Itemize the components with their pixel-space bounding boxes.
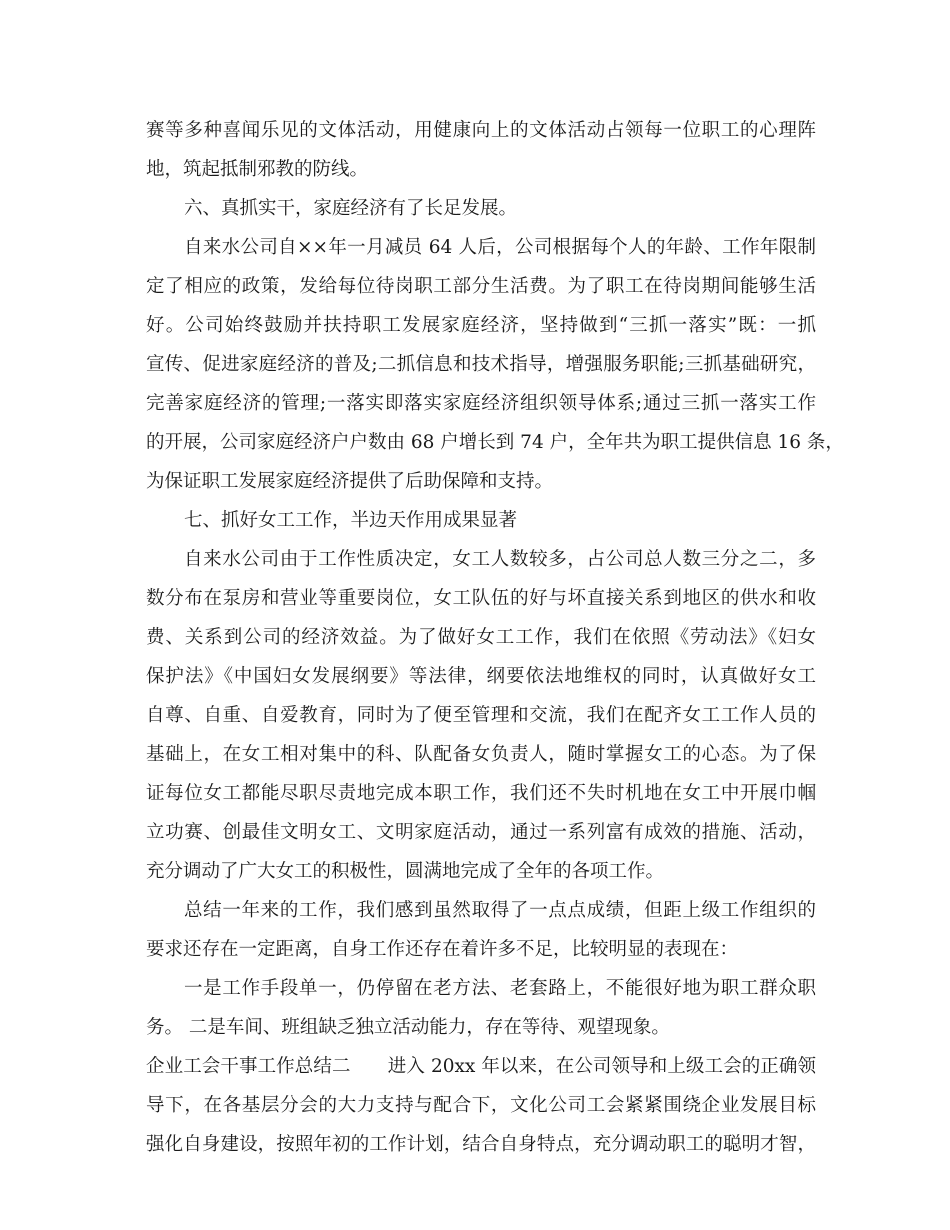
- text-line: 宣传、促进家庭经济的普及;二抓信息和技术指导，增强服务职能;三抓基础研究，: [146, 354, 816, 375]
- text-line: 要求还存在一定距离，自身工作还存在着许多不足，比较明显的表现在：: [146, 939, 739, 960]
- text-line: 企业工会干事工作总结二 进入 20xx 年以来，在公司领导和上级工会的正确领: [146, 1056, 816, 1077]
- text-line: 导下，在各基层分会的大力支持与配合下，文化公司工会紧紧围绕企业发展目标: [146, 1095, 816, 1116]
- text-line: 立功赛、创最佳文明女工、文明家庭活动，通过一系列富有成效的措施、活动，: [146, 822, 816, 843]
- text-line: 基础上，在女工相对集中的科、队配备女负责人，随时掌握女工的心态。为了保: [146, 744, 816, 765]
- text-line: 一是工作手段单一，仍停留在老方法、老套路上，不能很好地为职工群众职: [184, 978, 816, 999]
- text-line: 赛等多种喜闻乐见的文体活动，用健康向上的文体活动占领每一位职工的心理阵: [146, 120, 816, 141]
- text-line: 地，筑起抵制邪教的防线。: [146, 159, 369, 180]
- text-line: 好。公司始终鼓励并扶持职工发展家庭经济，坚持做到“三抓一落实”既：一抓: [146, 315, 816, 336]
- text-line: 强化自身建设，按照年初的工作计划，结合自身特点，充分调动职工的聪明才智，: [146, 1134, 816, 1155]
- text-line: 自来水公司由于工作性质决定，女工人数较多，占公司总人数三分之二，多: [184, 549, 816, 570]
- text-line: 务。 二是车间、班组缺乏独立活动能力，存在等待、观望现象。: [146, 1017, 670, 1038]
- text-line: 数分布在泵房和营业等重要岗位，女工队伍的好与坏直接关系到地区的供水和收: [146, 588, 816, 609]
- text-line: 证每位女工都能尽职尽责地完成本职工作，我们还不失时机地在女工中开展巾帼: [146, 783, 816, 804]
- text-line: 自来水公司自××年一月减员 64 人后，公司根据每个人的年龄、工作年限制: [184, 237, 816, 258]
- document-body: [146, 111, 844, 1164]
- text-line: 总结一年来的工作，我们感到虽然取得了一点点成绩，但距上级工作组织的: [184, 900, 816, 921]
- text-line: 六、真抓实干，家庭经济有了长足发展。: [184, 198, 518, 219]
- text-line: 保护法》《中国妇女发展纲要》等法律，纲要依法地维权的同时，认真做好女工: [146, 666, 816, 687]
- text-line: 定了相应的政策，发给每位待岗职工部分生活费。为了职工在待岗期间能够生活: [146, 276, 816, 297]
- text-line: 七、抓好女工工作，半边天作用成果显著: [184, 510, 518, 531]
- text-line: 充分调动了广大女工的积极性，圆满地完成了全年的各项工作。: [146, 861, 665, 882]
- text-line: 的开展，公司家庭经济户户数由 68 户增长到 74 户，全年共为职工提供信息 16 条，: [146, 432, 844, 453]
- text-line: 费、关系到公司的经济效益。为了做好女工工作，我们在依照《劳动法》《妇女: [146, 627, 816, 648]
- text-line: 自尊、自重、自爱教育，同时为了便至管理和交流，我们在配齐女工工作人员的: [146, 705, 816, 726]
- text-line: 完善家庭经济的管理;一落实即落实家庭经济组织领导体系;通过三抓一落实工作: [146, 393, 816, 414]
- text-line: 为保证职工发展家庭经济提供了后助保障和支持。: [146, 471, 554, 492]
